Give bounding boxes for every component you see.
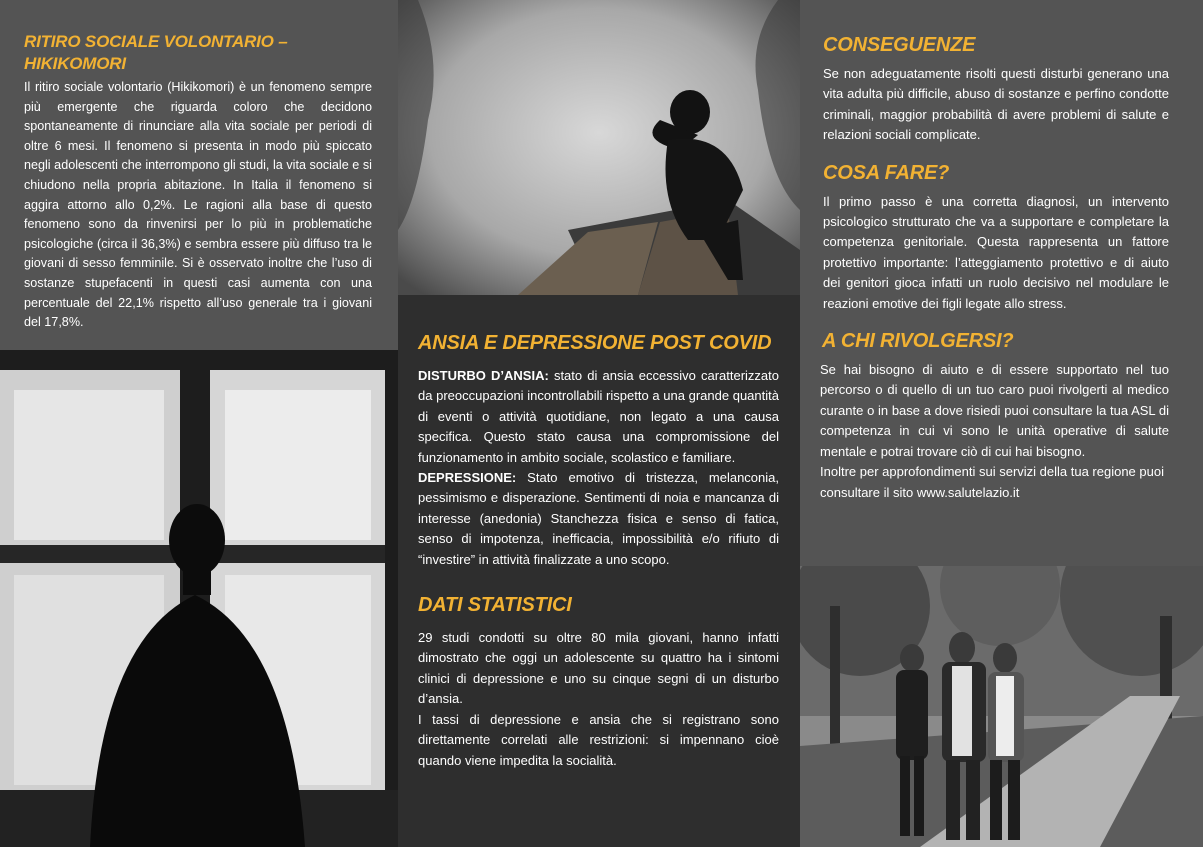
stats-paragraph-1: 29 studi condotti su oltre 80 mila giovani, hanno infatti dimostrato che oggi un adolescente su quattro ha i sintomi clinici di depressione e uno su cinque segni di un disturbo d’ansia. — [418, 630, 779, 707]
what-to-do-text: Il primo passo è una corretta diagnosi, un intervento psicologico strutturato che va a supportare e completare la competenza genitoriale. Questa rappresenta un fattore protettivo importante: l’atteggiamento protettivo e di aiuto dei genitori gioca infatti un ruolo decisivo nel modulare le reazioni emotive dei figli legate allo stress. — [823, 193, 1169, 311]
consequences-text: Se non adeguatamente risolti questi disturbi generano una vita adulta più difficile, abuso di sostanze e perfino condotte criminali, maggior probabilità di avere problemi di salute e relazioni sociali complicate. — [823, 66, 1169, 143]
whom-to-contact-text: Se hai bisogno di aiuto e di essere supportato nel tuo percorso o di quello di un tuo caro puoi rivolgerti al medico curante o in base a dove risiedi puoi consultare la tua ASL di competenza in cui vi sono le unità operative di salute mentale e potrai trovare ciò di cui hai bisogno. — [820, 362, 1169, 459]
depression-definition — [418, 468, 779, 570]
what-to-do-title: COSA FARE? — [823, 161, 950, 184]
man-on-bench-photo — [398, 0, 800, 295]
anxiety-depression-panel — [398, 295, 800, 847]
anxiety-depression-title: ANSIA E DEPRESSIONE POST COVID — [418, 332, 772, 354]
anxiety-label: DISTURBO D’ANSIA: — [418, 368, 549, 383]
hikikomori-panel — [0, 0, 398, 350]
hikikomori-title: RITIRO SOCIALE VOLONTARIO – HIKIKOMORI — [24, 32, 288, 73]
depression-text: Stato emotivo di tristezza, melanconia, pessimismo e disperazione. Sentimenti di noia e mancanza di interesse (anedonia) Stanchezza fisica e senso di fatica, senso di impotenza, inefficacia, impossibilità e/o rifiuto di “investire” in attività finalizzate a uno scopo. — [418, 470, 779, 567]
whom-to-contact-title: A CHI RIVOLGERSI? — [822, 330, 1014, 353]
depression-label: DEPRESSIONE: — [418, 470, 517, 486]
anxiety-definition — [418, 366, 779, 468]
stats-paragraph-2: I tassi di depressione e ansia che si registrano sono direttamente correlati alle restrizioni: si impennano cioè quando viene impedita la socialità. — [418, 711, 779, 768]
consequences-title: CONSEGUENZE — [823, 34, 976, 56]
man-at-window-photo — [0, 350, 398, 847]
anxiety-text: stato di ansia eccessivo caratterizzato da preoccupazioni incontrollabili rispetto a una grande quantità di eventi o attività quotidiane, non legato a una causa specifica. Questo stato causa una compromissione del funzionamento in ambito sociale, scolastico e familiare. — [418, 368, 779, 465]
website-text: Inoltre per approfondimenti sui servizi della tua regione puoi consultare il sito www.salutelazio.it — [820, 464, 1164, 500]
hikikomori-text: Il ritiro sociale volontario (Hikikomori) è un fenomeno sempre più emergente che riguarda coloro che decidono spontaneamente di rinunciare alla vita sociale per periodi di oltre 6 mesi. Il fenomeno si presenta in modo più spiccato negli adolescenti che interrompono gli studi, la vita sociale e si chiudono nella propria abitazione. In Italia il fenomeno si aggira attorno allo 0,2%. Le ragioni alla base di questo fenomeno sono da rinvenirsi per lo più in problematiche psicologiche (circa il 36,3%) e sembra essere più diffuso tra le giovani di sesso femminile. Si è osservato inoltre che l’uso di sostanze stupefacenti in questi casi aumenta con una percentuale del 22,1% rispetto all’uso generale tra i giovani del 17,8%. — [24, 80, 372, 330]
help-panel — [800, 0, 1203, 566]
stats-title: DATI STATISTICI — [418, 594, 572, 617]
family-walking-photo — [800, 566, 1203, 847]
